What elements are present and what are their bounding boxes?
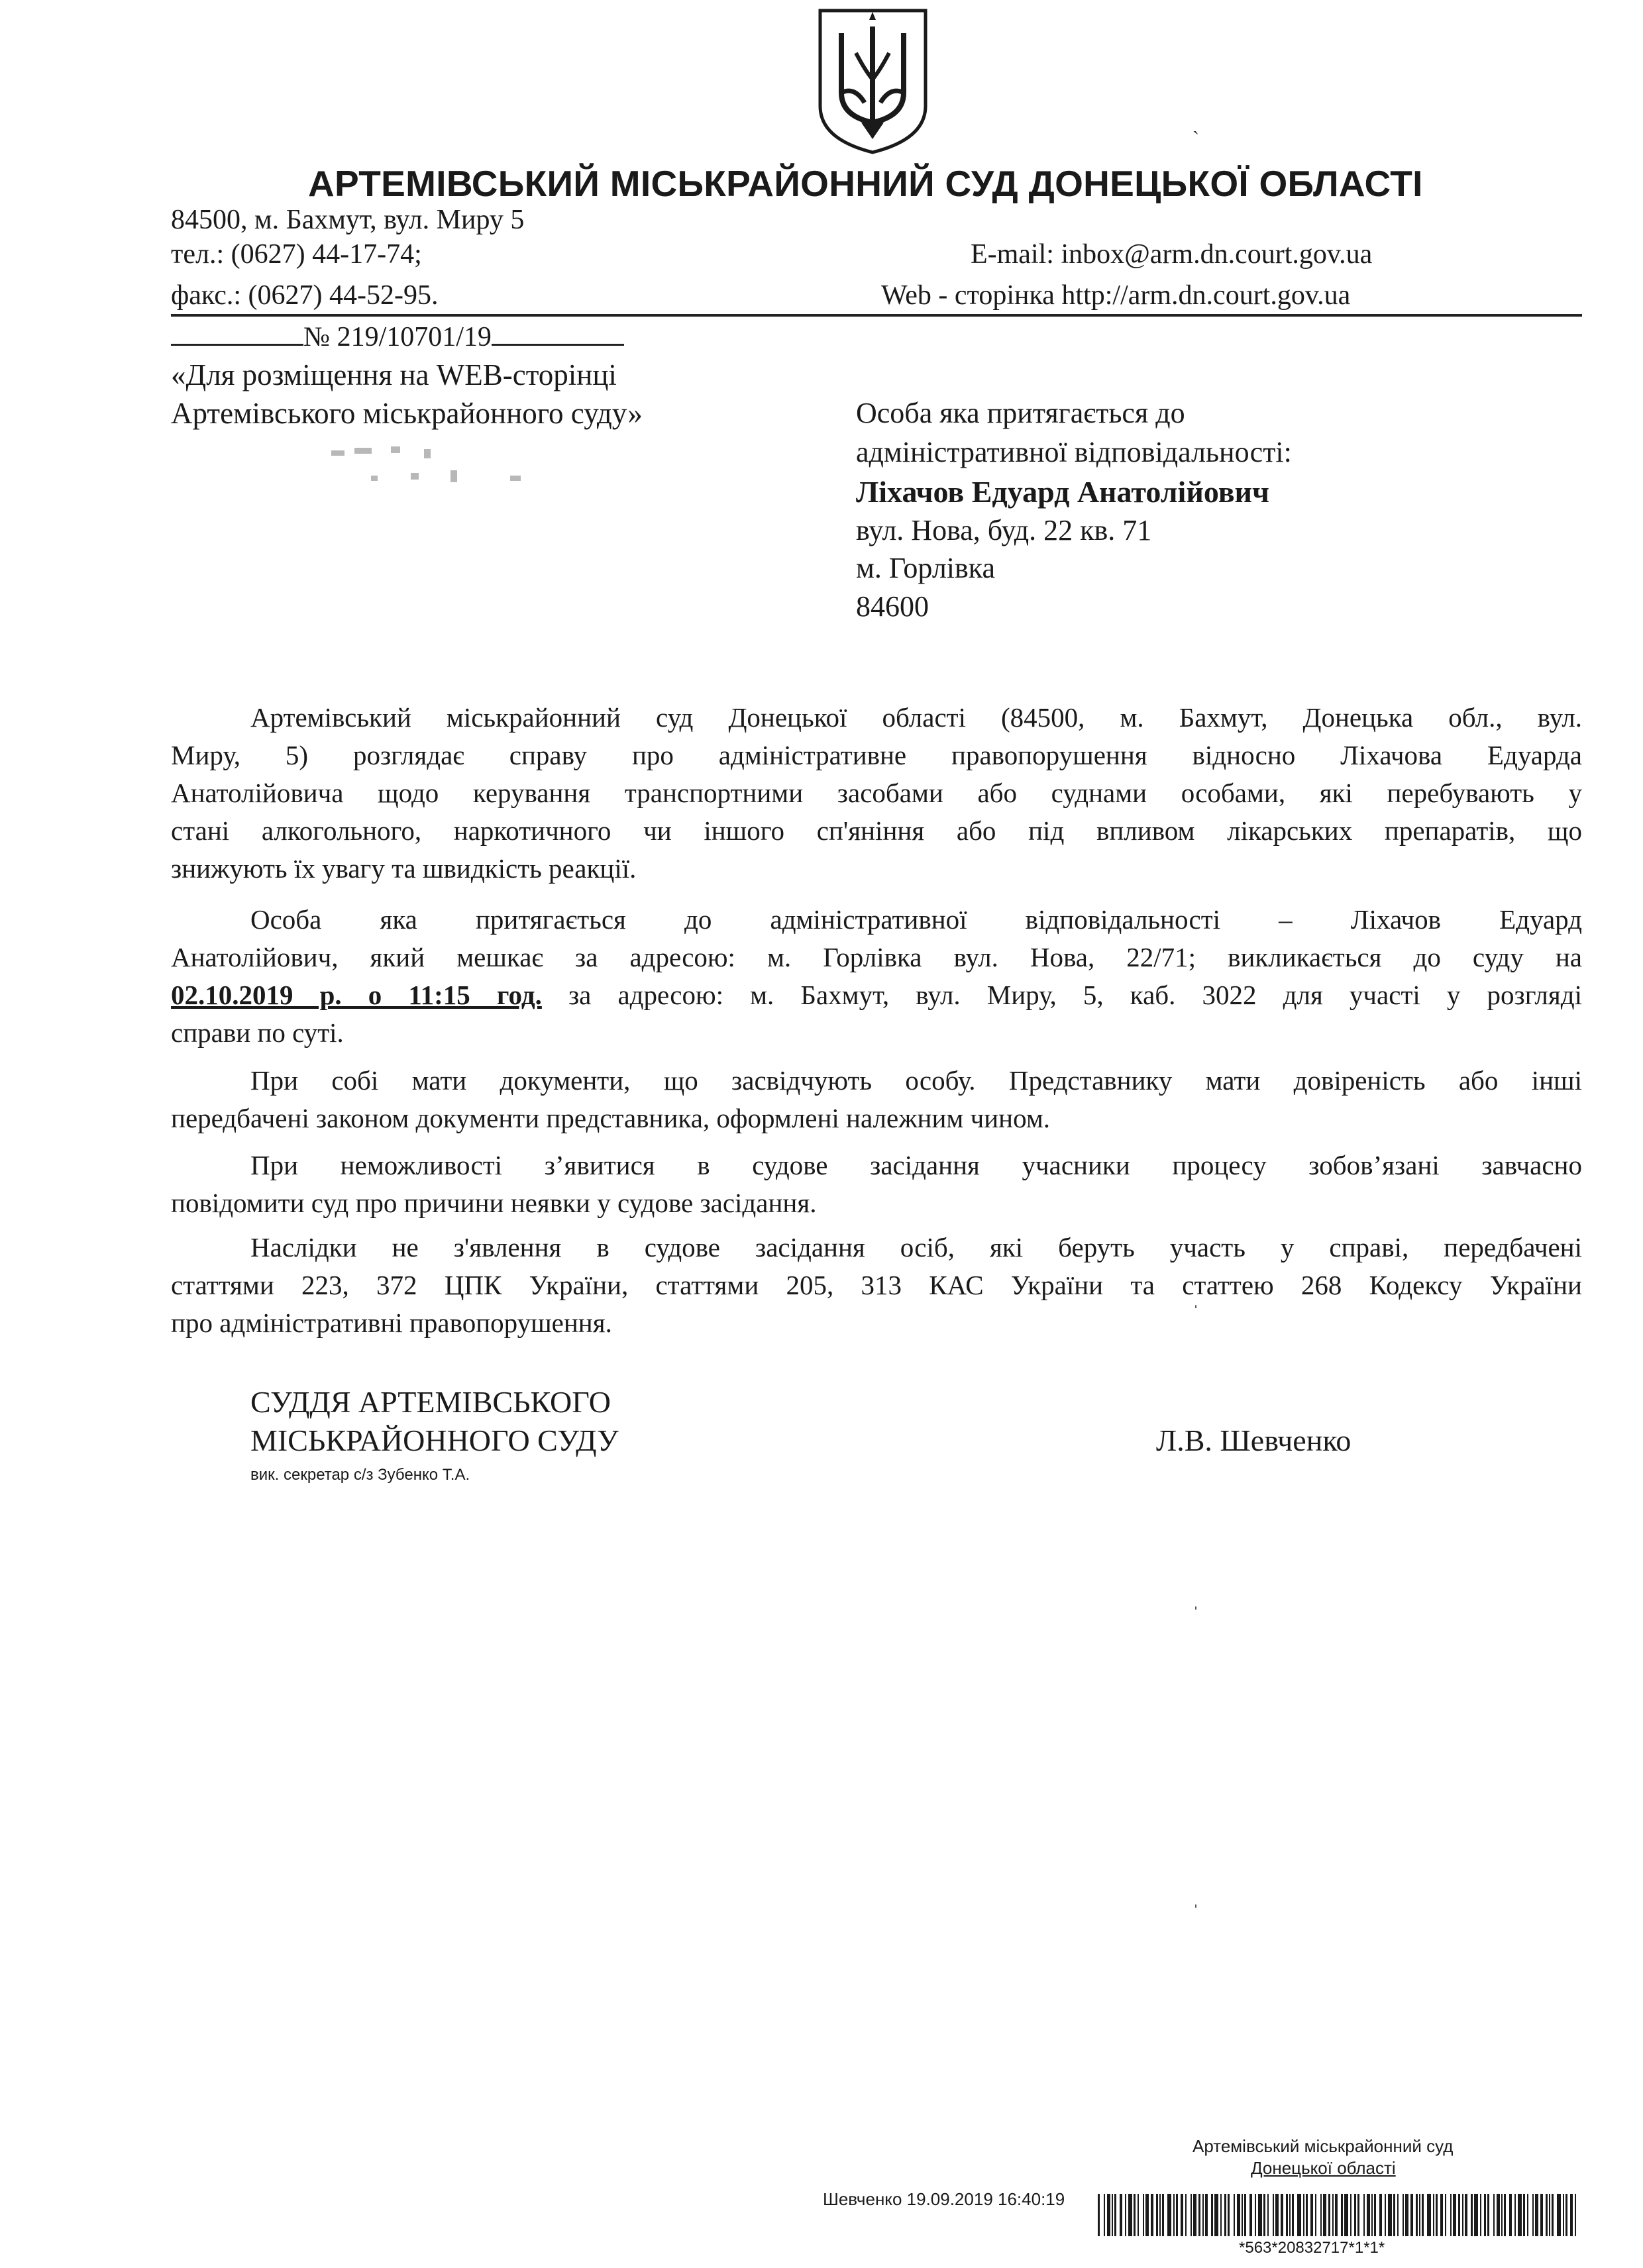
stamp-court-line2: Донецької області: [1251, 2158, 1396, 2178]
p2-line: Особа яка притягається до адміністративної відповідальності – Ліхачов Едуард: [250, 904, 1582, 935]
placement-note-line1: «Для розміщення на WEB-сторінці: [171, 358, 617, 391]
reference-blank-left: [171, 320, 303, 346]
judge-title-line1: СУДДЯ АРТЕМІВСЬКОГО: [250, 1385, 611, 1419]
scan-mark: ˎ: [1192, 113, 1199, 134]
scan-mark: ˈ: [1192, 1901, 1199, 1923]
p5-line: Наслідки не з'явлення в судове засідання осіб, які беруть участь у справі, передбачені: [250, 1232, 1582, 1263]
placement-note-line2: Артемівського міськрайонного суду»: [171, 397, 643, 430]
paragraph-consequences: [171, 1229, 1582, 1342]
court-website: Web - сторінка http://arm.dn.court.gov.ua: [881, 280, 1351, 311]
court-address: 84500, м. Бахмут, вул. Миру 5: [171, 205, 525, 235]
p1-line: Анатолійовича щодо керування транспортними засобами або суднами особами, які перебувають у: [171, 778, 1582, 808]
barcode: [1096, 2194, 1580, 2236]
addressee-postcode: 84600: [856, 590, 929, 623]
judge-title-line2: МІСЬКРАЙОННОГО СУДУ: [250, 1423, 619, 1457]
p2-line: справи по суті.: [171, 1017, 344, 1048]
hearing-date: 02.10.2019 р. о 11:15 год.: [171, 980, 542, 1010]
p1-line: Миру, 5) розглядає справу про адміністративне правопорушення відносно Ліхачова Едуарда: [171, 740, 1582, 770]
p4-line: При неможливості з’явитися в судове засідання учасники процесу зобов’язані завчасно: [250, 1150, 1582, 1180]
stamp-court-line1: Артемівський міськрайонний суд: [1192, 2136, 1454, 2156]
judge-name: Л.В. Шевченко: [1156, 1423, 1352, 1457]
p2-line-date: [171, 976, 1582, 1014]
reference-blank-right: [492, 320, 624, 346]
paragraph-case-description: [171, 699, 1582, 888]
p1-line: стані алкогольного, наркотичного чи іншого сп'яніння або під впливом лікарських препаратів, що: [171, 815, 1582, 846]
addressee-city: м. Горлівка: [856, 552, 996, 584]
addressee-role-line1: Особа яка притягається до: [856, 397, 1185, 429]
stamp-signed-by: Шевченко 19.09.2019 16:40:19: [823, 2189, 1065, 2209]
executor-note: вик. секретар с/з Зубенко Т.А.: [250, 1466, 470, 1484]
p2-line: Анатолійович, який мешкає за адресою: м. Горлівка вул. Нова, 22/71; викликається до суду на: [171, 942, 1582, 972]
faint-stamp-marks: [331, 444, 556, 490]
case-reference-number: [171, 320, 624, 353]
p1-line: Артемівський міськрайонний суд Донецької області (84500, м. Бахмут, Донецька обл., вул.: [250, 702, 1582, 733]
p3-line: При собі мати документи, що засвідчують особу. Представнику мати довіреність або інші: [250, 1065, 1582, 1096]
court-name-heading: АРТЕМІВСЬКИЙ МІСЬКРАЙОННИЙ СУД ДОНЕЦЬКОЇ ОБЛАСТІ: [308, 163, 1423, 204]
paragraph-documents: [171, 1062, 1582, 1137]
p3-line: передбачені законом документи представника, оформлені належним чином.: [171, 1103, 1051, 1133]
court-phone: тел.: (0627) 44-17-74;: [171, 239, 422, 270]
tryzub-icon: [815, 7, 931, 156]
court-email: E-mail: inbox@arm.dn.court.gov.ua: [971, 239, 1373, 270]
reference-number-text: № 219/10701/19: [303, 322, 492, 352]
p5-line: про адміністративні правопорушення.: [171, 1308, 612, 1338]
addressee-role-line2: адміністративної відповідальності:: [856, 436, 1292, 468]
paragraph-summons: [171, 901, 1582, 1052]
scan-mark: ˈ: [1192, 1603, 1199, 1625]
p5-line: статтями 223, 372 ЦПК України, статтями 205, 313 КАС України та статтею 268 Кодексу України: [171, 1270, 1582, 1300]
barcode-text: *563*20832717*1*1*: [1239, 2239, 1385, 2257]
addressee-name: Ліхачов Едуард Анатолійович: [856, 475, 1269, 509]
p1-line: знижують їх увагу та швидкість реакції.: [171, 853, 637, 884]
header-divider: [171, 314, 1582, 317]
addressee-street: вул. Нова, буд. 22 кв. 71: [856, 514, 1152, 546]
court-fax: факс.: (0627) 44-52-95.: [171, 280, 439, 311]
p4-line: повідомити суд про причини неявки у судове засідання.: [171, 1188, 817, 1218]
hearing-location: за адресою: м. Бахмут, вул. Миру, 5, каб. 3022 для участі у розгляді: [541, 980, 1582, 1010]
paragraph-absence-notice: [171, 1147, 1582, 1222]
scan-mark: ˈ: [1192, 1302, 1199, 1323]
